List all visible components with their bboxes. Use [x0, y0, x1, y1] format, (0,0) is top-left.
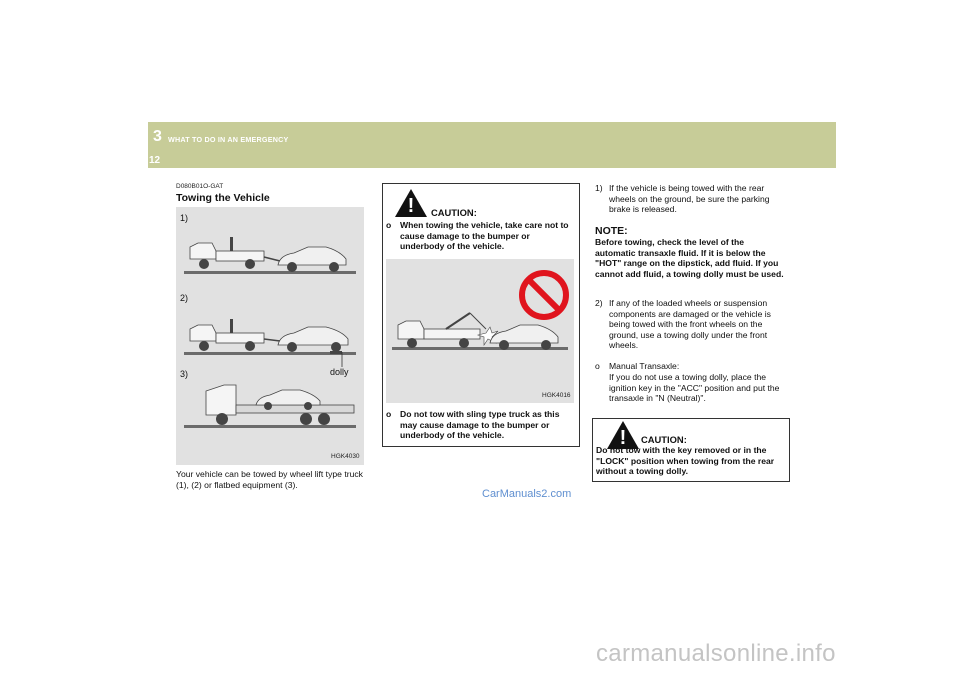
warning-triangle-icon: ! — [395, 189, 427, 217]
caution-item-1-marker: o — [386, 220, 392, 230]
figure-code: HGK4030 — [331, 453, 360, 460]
intro-text: Your vehicle can be towed by wheel lift type truck (1), (2) or flatbed equipment (3). — [176, 469, 363, 490]
caution-item-2-text: Do not tow with sling type truck as this may cause damage to the bumper or underbody of the vehicle. — [400, 409, 560, 441]
caution-box-towing — [382, 183, 580, 447]
prohibition-icon — [518, 269, 570, 321]
note-title: NOTE: — [595, 225, 628, 237]
item-2-marker: 2) — [595, 298, 603, 308]
footer-watermark: carmanualsonline.info — [596, 640, 836, 667]
item-3-text: If you do not use a towing dolly, place the ignition key in the "ACC" position and put the transaxle in "N (Neutral)". — [609, 372, 780, 404]
figure-code: HGK4016 — [542, 392, 571, 399]
chapter-header-bar — [148, 122, 836, 168]
caution-title: CAUTION: — [641, 434, 687, 445]
item-3-marker: o — [595, 361, 600, 371]
towing-methods-figure — [176, 207, 364, 465]
caution-item-2-marker: o — [386, 409, 392, 419]
page-number: 12 — [149, 155, 161, 166]
dolly-callout: dolly — [330, 367, 349, 377]
caution-text: Do not tow with the key removed or in the "LOCK" position when towing from the rear without a towing dolly. — [596, 445, 775, 477]
figure-label-2: 2) — [180, 293, 189, 303]
caution-box-key — [592, 418, 790, 482]
chapter-number: 3 — [153, 128, 162, 145]
caution-title: CAUTION: — [431, 207, 477, 218]
figure-label-1: 1) — [180, 213, 189, 223]
warning-triangle-icon: ! — [607, 421, 639, 449]
item-1-marker: 1) — [595, 183, 603, 193]
item-1-text: If the vehicle is being towed with the rear wheels on the ground, be sure the parking brake is released. — [609, 183, 770, 215]
wheel-lift-tow-illustration — [176, 207, 364, 465]
item-2-text: If any of the loaded wheels or suspension components are damaged or the vehicle is being towed with the front wheels on the ground, use a towing dolly under the front wheels. — [609, 298, 771, 351]
section-code: D080B01O-GAT — [176, 183, 224, 190]
section-title: Towing the Vehicle — [176, 192, 270, 204]
caution-item-1-text: When towing the vehicle, take care not to cause damage to the bumper or underbody of the vehicle. — [400, 220, 569, 252]
figure-label-3: 3) — [180, 369, 189, 379]
source-watermark: CarManuals2.com — [482, 488, 572, 500]
item-3-title: Manual Transaxle: — [609, 361, 680, 371]
chapter-title: WHAT TO DO IN AN EMERGENCY — [168, 135, 289, 144]
note-text: Before towing, check the level of the automatic transaxle fluid. If it is below the "HOT" range on the dipstick, add fluid. If you cannot add fluid, a towing dolly must be used. — [595, 237, 784, 279]
sling-tow-figure — [386, 259, 574, 403]
